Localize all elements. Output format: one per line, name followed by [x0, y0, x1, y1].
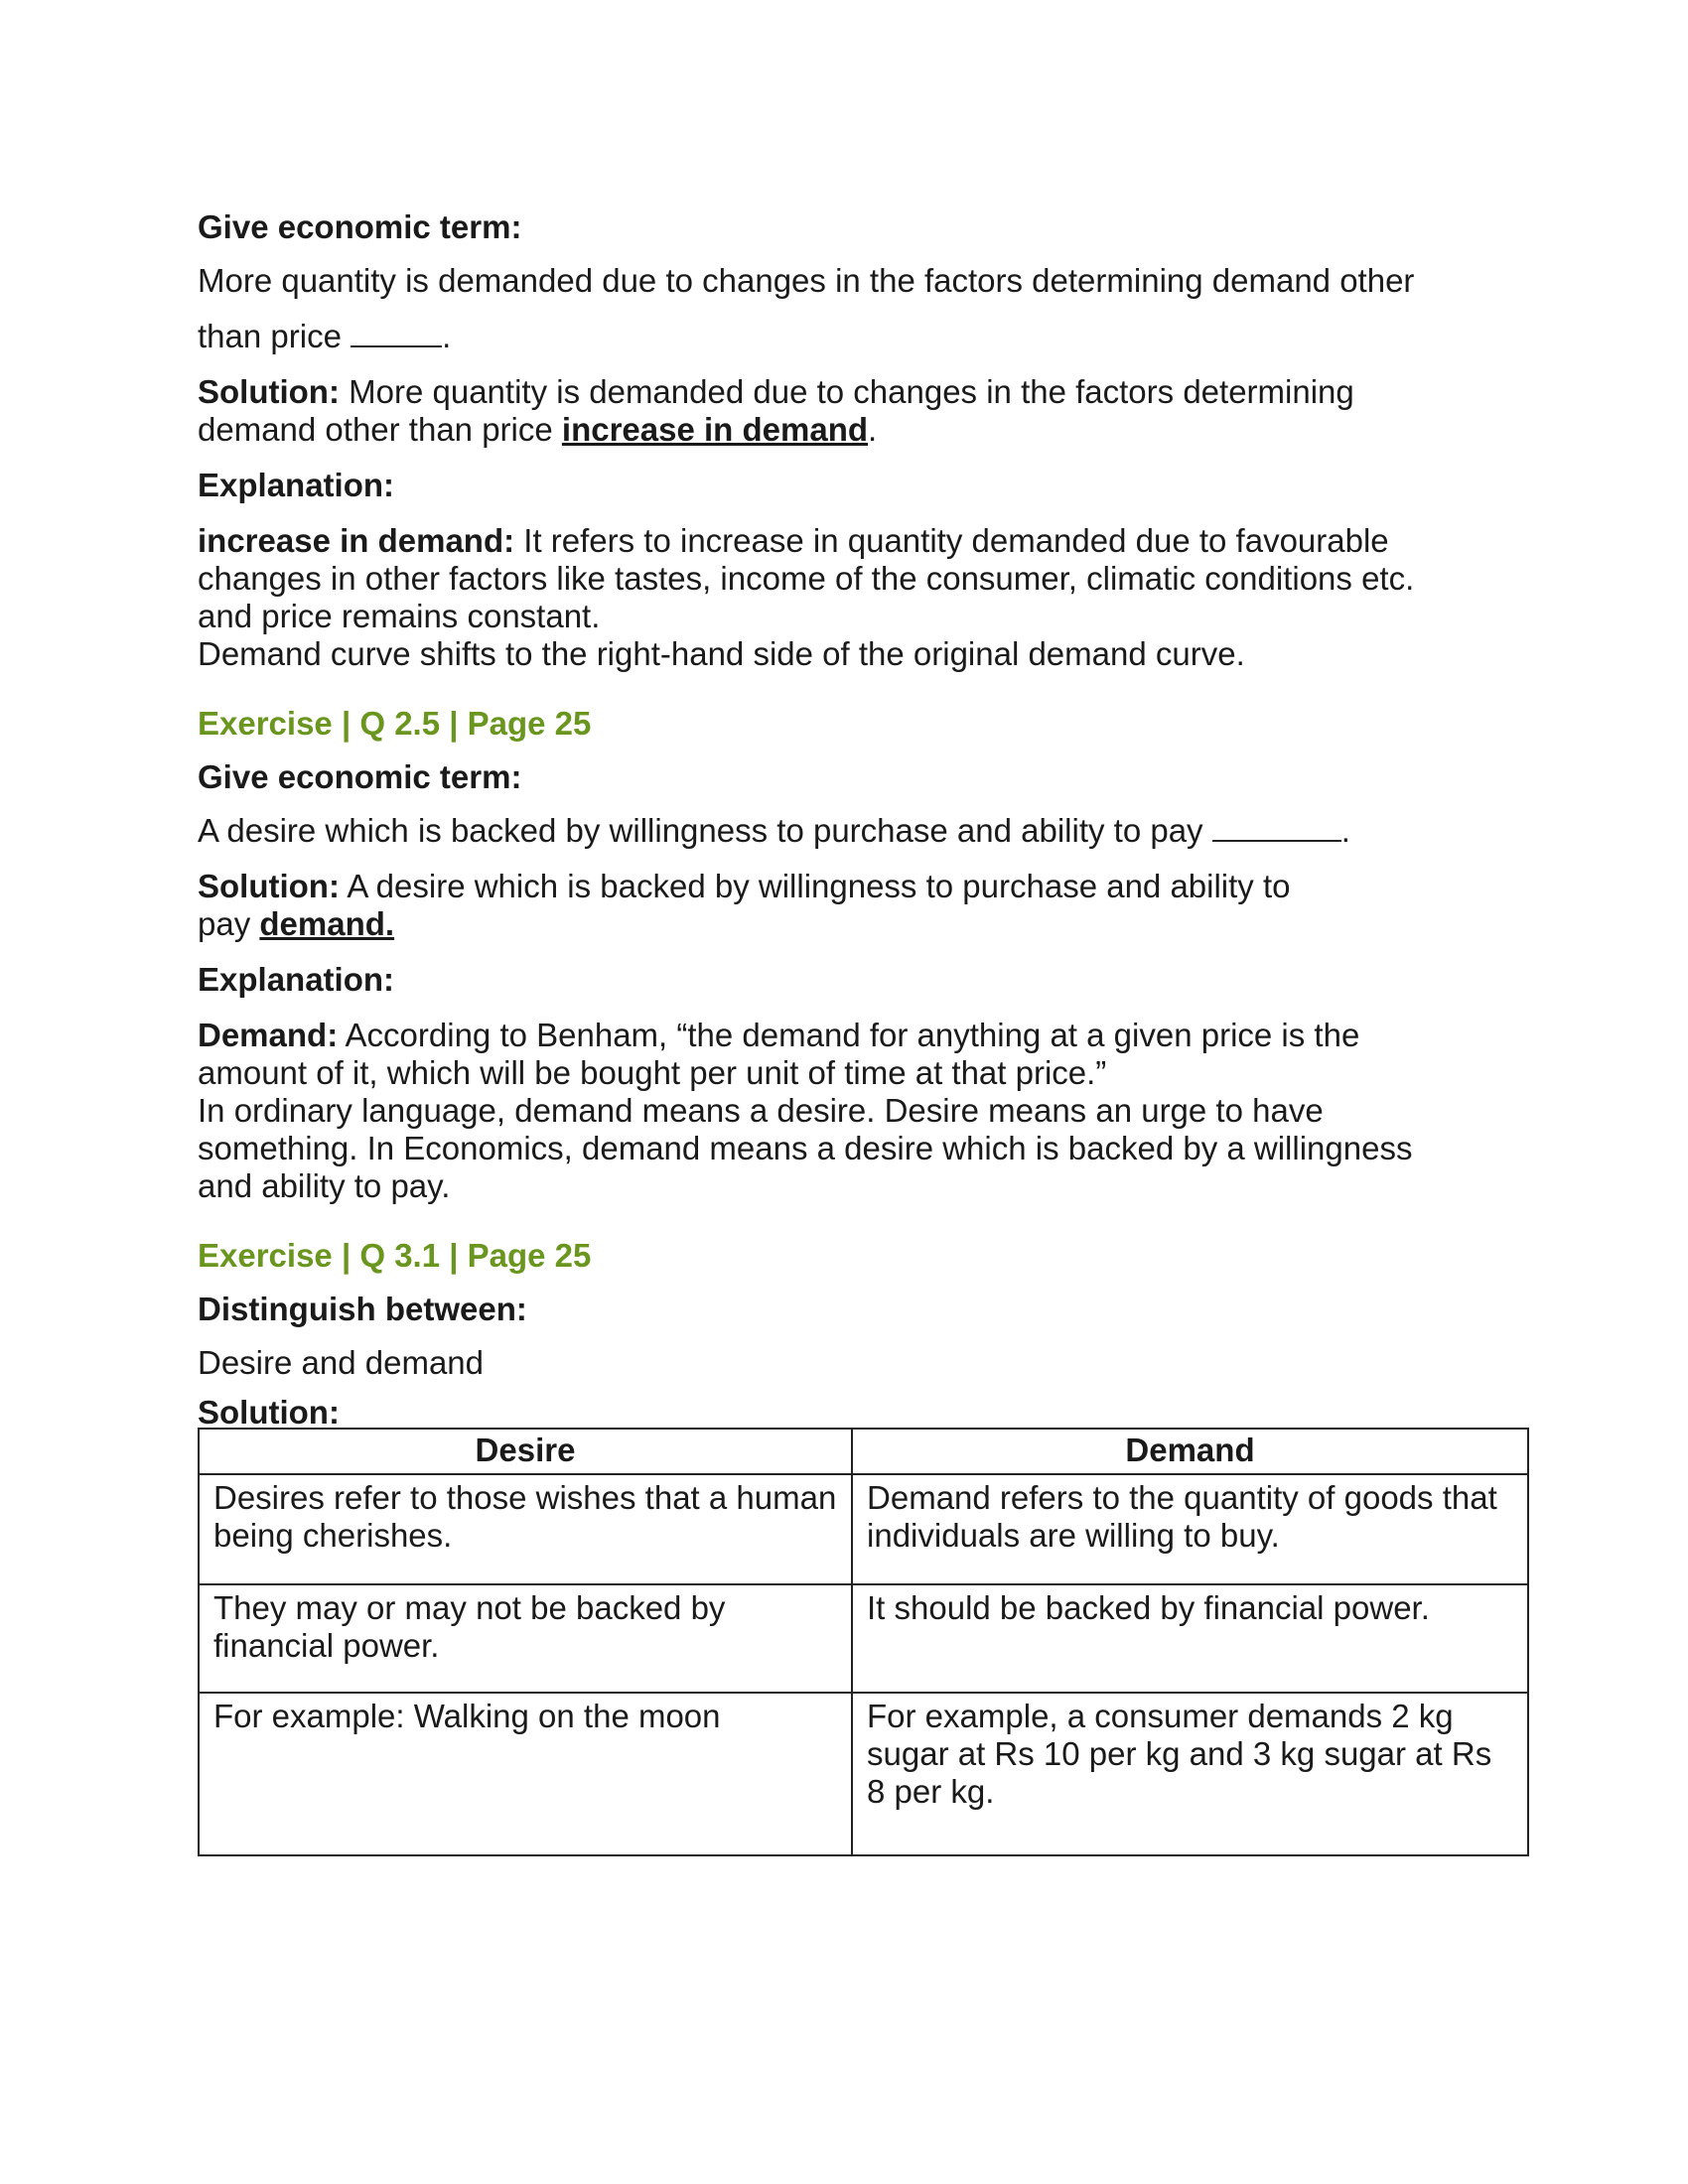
- explanation-term: increase in demand:: [198, 522, 515, 559]
- explanation-text: According to Benham, “the demand for anything at a given price is the amount of it, which will be bought per unit of time at that price.”: [198, 1017, 1360, 1091]
- solution-end: .: [868, 411, 878, 448]
- section3-heading: Distinguish between:: [198, 1291, 527, 1327]
- section2-question: [198, 812, 1528, 850]
- document-page: [198, 208, 1528, 1856]
- answer-blank: [351, 320, 442, 347]
- table-row: [199, 1474, 1528, 1584]
- solution-label: Solution:: [198, 868, 340, 904]
- explanation-text: It refers to increase in quantity demanded due to favourable changes in other factors like tastes, income of the consumer, climatic conditions etc. and price remains constant.: [198, 522, 1415, 634]
- table-row: [199, 1693, 1528, 1855]
- section1-question-line1: More quantity is demanded due to changes in the factors determining demand other: [198, 262, 1415, 299]
- solution-text: A desire which is backed by willingness to purchase and ability to pay: [198, 868, 1291, 942]
- section2-question-text: A desire which is backed by willingness to purchase and ability to pay: [198, 812, 1203, 849]
- section2-solution: [198, 868, 1330, 943]
- table-cell: For example: Walking on the moon: [199, 1693, 852, 1855]
- explanation-label: Explanation:: [198, 467, 395, 503]
- section1-question-line2: than price: [198, 318, 342, 354]
- section1-question-end: .: [442, 318, 452, 354]
- section2-explanation: [198, 1017, 1399, 1092]
- solution-label: Solution:: [198, 1394, 340, 1431]
- table-cell: For example, a consumer demands 2 kg sugar at Rs 10 per kg and 3 kg sugar at Rs 8 per kg.: [852, 1693, 1528, 1855]
- section2-heading: Give economic term:: [198, 758, 522, 795]
- solution-answer: demand.: [259, 905, 395, 942]
- section1-question-cont: [198, 318, 1528, 355]
- solution-label: Solution:: [198, 373, 340, 410]
- solution-answer: increase in demand: [561, 411, 869, 448]
- exercise-heading-q2-5: Exercise | Q 2.5 | Page 25: [198, 705, 592, 742]
- answer-blank: [1212, 814, 1341, 842]
- section1-question: [198, 262, 1528, 300]
- comparison-table: [198, 1428, 1529, 1856]
- section2-explanation-2: In ordinary language, demand means a desire. Desire means an urge to have something. In Economics, demand means a desire which is backed by a willingness and ability to pay.: [198, 1092, 1413, 1204]
- table-cell: It should be backed by financial power.: [852, 1584, 1528, 1693]
- table-header-desire: Desire: [199, 1429, 852, 1474]
- section3-question: Desire and demand: [198, 1344, 485, 1381]
- section2-question-end: .: [1340, 812, 1350, 849]
- table-cell: Demand refers to the quantity of goods that individuals are willing to buy.: [852, 1474, 1528, 1584]
- solution-text: More quantity is demanded due to changes in the factors determining demand other than price: [198, 373, 1354, 448]
- section1-explanation-2: Demand curve shifts to the right-hand side of the original demand curve.: [198, 635, 1245, 672]
- section1-solution: [198, 373, 1429, 449]
- table-header-row: [199, 1429, 1528, 1474]
- section1-heading: Give economic term:: [198, 208, 522, 245]
- table-cell: They may or may not be backed by financial power.: [199, 1584, 852, 1693]
- section1-explanation: [198, 522, 1449, 635]
- table-header-demand: Demand: [852, 1429, 1528, 1474]
- explanation-label: Explanation:: [198, 961, 395, 998]
- explanation-term: Demand:: [198, 1017, 339, 1053]
- table-row: [199, 1584, 1528, 1693]
- exercise-heading-q3-1: Exercise | Q 3.1 | Page 25: [198, 1237, 592, 1274]
- table-cell: Desires refer to those wishes that a human being cherishes.: [199, 1474, 852, 1584]
